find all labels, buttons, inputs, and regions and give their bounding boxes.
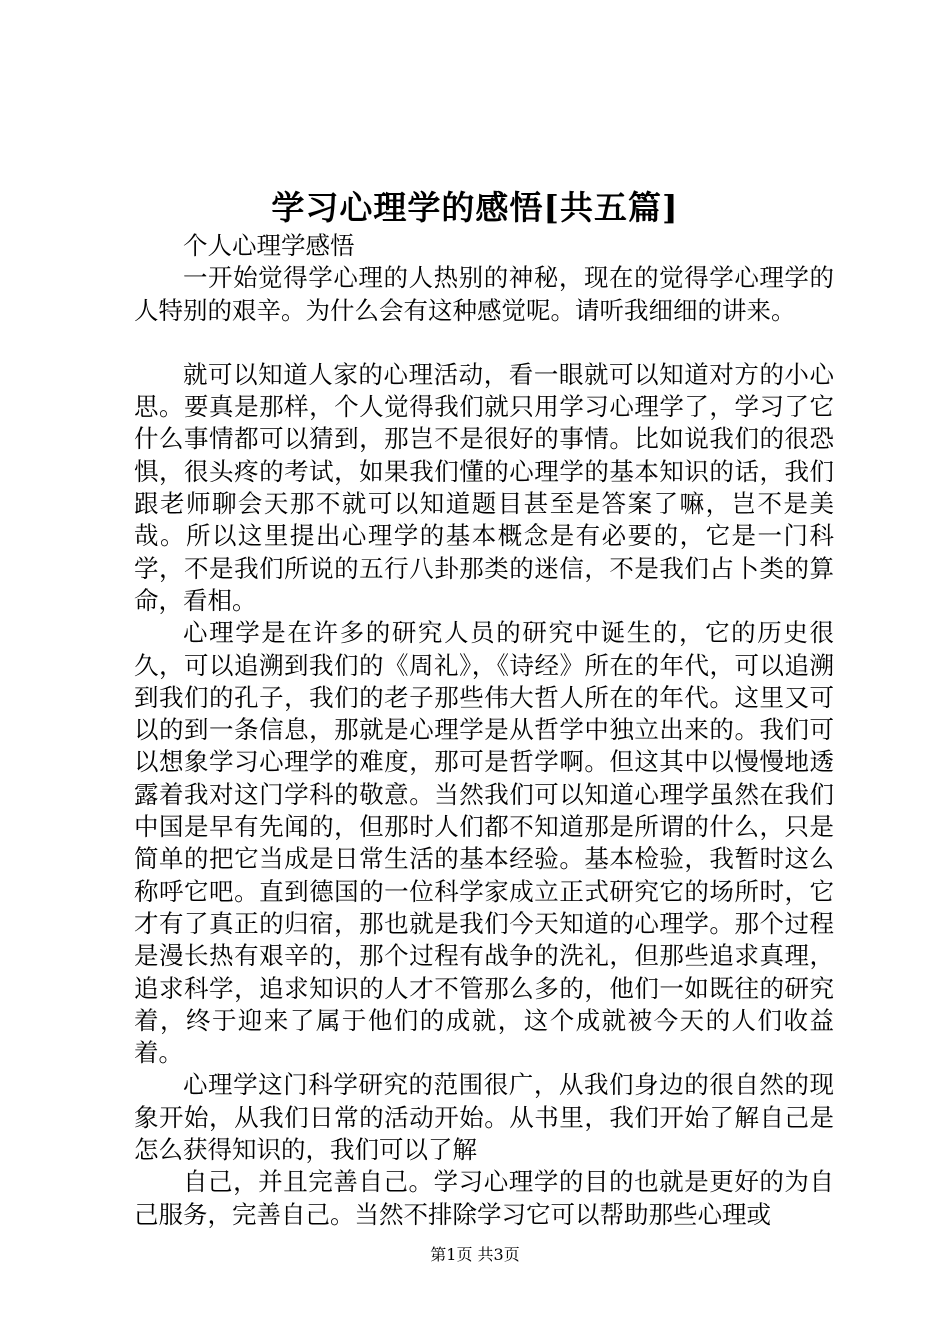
paragraph: 心理学这门科学研究的范围很广，从我们身边的很自然的现象开始，从我们日常的活动开始。从书里，我们开始了解自己是怎么获得知识的，我们可以了解: [134, 1070, 834, 1165]
section-heading: 个人心理学感悟: [183, 231, 355, 260]
page-number: 第1页 共3页: [430, 1245, 520, 1264]
paragraph: 就可以知道人家的心理活动，看一眼就可以知道对方的小心思。要真是那样，个人觉得我们就只用学习心理学了，学习了它什么事情都可以猜到，那岂不是很好的事情。比如说我们的很恐惧，很头疼的考试，如果我们懂的心理学的基本知识的话，我们跟老师聊会天那不就可以知道题目甚至是答案了嘛，岂不是美哉。所以这里提出心理学的基本概念是有必要的，它是一门科学，不是我们所说的五行八卦那类的迷信，不是我们占卜类的算命，看相。: [134, 359, 834, 615]
paragraph: 心理学是在许多的研究人员的研究中诞生的，它的历史很久，可以追溯到我们的《周礼》，《诗经》所在的年代，可以追溯到我们的孔子，我们的老子那些伟大哲人所在的年代。这里又可以的到一条信息，那就是心理学是从哲学中独立出来的。我们可以想象学习心理学的难度，那可是哲学啊。但这其中以慢慢地透露着我对这门学科的敬意。当然我们可以知道心理学虽然在我们中国是早有先闻的，但那时人们都不知道那是所谓的什么，只是简单的把它当成是日常生活的基本经验。基本检验，我暂时这么称呼它吧。直到德国的一位科学家成立正式研究它的场所时，它才有了真正的归宿，那也就是我们今天知道的心理学。那个过程是漫长热有艰辛的，那个过程有战争的洗礼，但那些追求真理，追求科学，追求知识的人才不管那么多的，他们一如既往的研究着，终于迎来了属于他们的成就，这个成就被今天的人们收益着。: [134, 618, 834, 1068]
document-body: [134, 230, 834, 1231]
document-title: 学习心理学的感悟[共五篇]: [271, 188, 679, 227]
paragraph: 一开始觉得学心理的人热别的神秘，现在的觉得学心理学的人特别的艰辛。为什么会有这种感觉呢。请听我细细的讲来。: [134, 263, 834, 325]
paragraph: 自己，并且完善自己。学习心理学的目的也就是更好的为自己服务，完善自己。当然不排除学习它可以帮助那些心理或: [134, 1167, 834, 1229]
